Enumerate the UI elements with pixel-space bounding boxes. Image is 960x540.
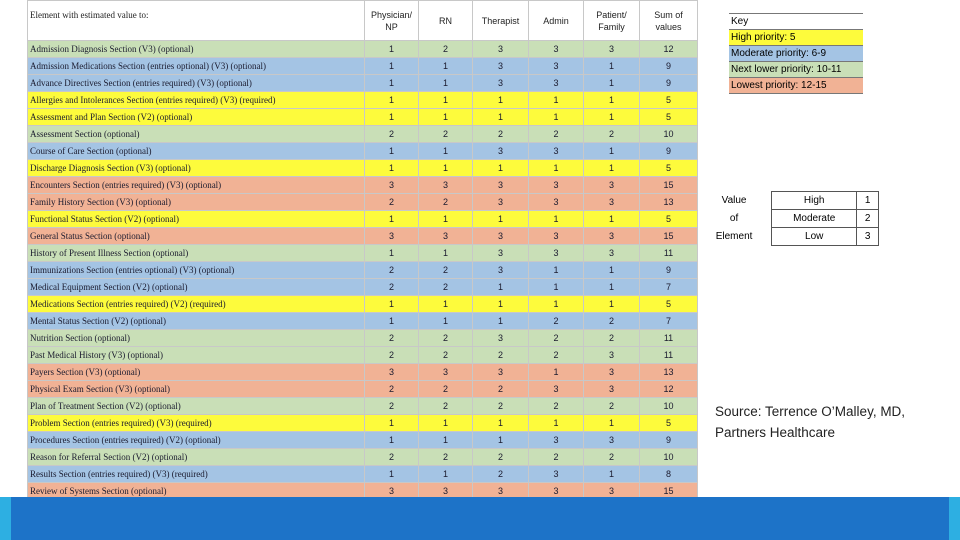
row-value-sum: 5 bbox=[640, 296, 698, 313]
table-row bbox=[28, 228, 698, 245]
row-element-name: Functional Status Section (V2) (optional) bbox=[28, 211, 365, 228]
row-value-sum: 10 bbox=[640, 126, 698, 143]
row-value-sum: 8 bbox=[640, 466, 698, 483]
row-value-admin: 1 bbox=[529, 364, 584, 381]
row-value-physician: 1 bbox=[365, 245, 419, 262]
row-value-rn: 2 bbox=[419, 398, 473, 415]
element-value-table bbox=[27, 0, 698, 534]
row-value-therapist: 1 bbox=[473, 211, 529, 228]
row-value-admin: 1 bbox=[529, 262, 584, 279]
row-value-therapist: 3 bbox=[473, 177, 529, 194]
priority-key bbox=[729, 13, 863, 94]
row-value-therapist: 3 bbox=[473, 58, 529, 75]
source-line-2: Partners Healthcare bbox=[715, 425, 836, 440]
row-value-physician: 2 bbox=[365, 330, 419, 347]
legend-number-3: 3 bbox=[857, 228, 879, 246]
row-value-therapist: 3 bbox=[473, 483, 529, 500]
source-citation bbox=[715, 401, 960, 443]
row-value-sum: 9 bbox=[640, 75, 698, 92]
row-element-name: Procedures Section (entries required) (V2) (optional) bbox=[28, 432, 365, 449]
row-value-patient-family: 3 bbox=[584, 432, 640, 449]
row-value-admin: 3 bbox=[529, 41, 584, 58]
row-value-patient-family: 3 bbox=[584, 194, 640, 211]
row-value-therapist: 1 bbox=[473, 92, 529, 109]
row-value-admin: 3 bbox=[529, 381, 584, 398]
row-value-physician: 3 bbox=[365, 483, 419, 500]
legend-level-low: Low bbox=[772, 228, 857, 246]
row-value-therapist: 1 bbox=[473, 313, 529, 330]
row-value-patient-family: 1 bbox=[584, 109, 640, 126]
row-value-rn: 3 bbox=[419, 483, 473, 500]
header-therapist: Therapist bbox=[473, 1, 529, 41]
legend-label-value: Value bbox=[697, 192, 772, 210]
row-value-sum: 9 bbox=[640, 262, 698, 279]
row-value-sum: 5 bbox=[640, 211, 698, 228]
table-row bbox=[28, 41, 698, 58]
table-row bbox=[28, 330, 698, 347]
row-value-therapist: 1 bbox=[473, 279, 529, 296]
row-value-therapist: 3 bbox=[473, 41, 529, 58]
row-value-rn: 1 bbox=[419, 211, 473, 228]
table-row bbox=[28, 262, 698, 279]
row-value-patient-family: 1 bbox=[584, 211, 640, 228]
row-value-physician: 1 bbox=[365, 41, 419, 58]
row-element-name: Assessment and Plan Section (V2) (optional) bbox=[28, 109, 365, 126]
row-value-sum: 7 bbox=[640, 279, 698, 296]
row-value-patient-family: 1 bbox=[584, 279, 640, 296]
header-element: Element with estimated value to: bbox=[28, 1, 365, 41]
header-admin: Admin bbox=[529, 1, 584, 41]
row-value-admin: 1 bbox=[529, 211, 584, 228]
key-next-lower-priority: Next lower priority: 10-11 bbox=[729, 62, 863, 78]
legend-level-moderate: Moderate bbox=[772, 210, 857, 228]
row-value-sum: 12 bbox=[640, 381, 698, 398]
row-value-sum: 13 bbox=[640, 194, 698, 211]
row-value-admin: 3 bbox=[529, 75, 584, 92]
row-value-rn: 3 bbox=[419, 364, 473, 381]
row-value-rn: 1 bbox=[419, 245, 473, 262]
row-value-patient-family: 2 bbox=[584, 126, 640, 143]
row-value-therapist: 2 bbox=[473, 347, 529, 364]
table-row bbox=[28, 432, 698, 449]
table-row bbox=[28, 449, 698, 466]
row-value-rn: 3 bbox=[419, 177, 473, 194]
row-value-patient-family: 1 bbox=[584, 262, 640, 279]
row-value-physician: 2 bbox=[365, 381, 419, 398]
row-value-admin: 2 bbox=[529, 398, 584, 415]
row-value-admin: 3 bbox=[529, 432, 584, 449]
row-value-therapist: 2 bbox=[473, 381, 529, 398]
row-value-admin: 1 bbox=[529, 279, 584, 296]
row-element-name: Admission Medications Section (entries optional) (V3) (optional) bbox=[28, 58, 365, 75]
header-physician: Physician/ NP bbox=[365, 1, 419, 41]
row-value-physician: 2 bbox=[365, 347, 419, 364]
row-value-admin: 3 bbox=[529, 143, 584, 160]
footer-bar bbox=[0, 497, 960, 540]
row-value-patient-family: 2 bbox=[584, 398, 640, 415]
row-value-physician: 1 bbox=[365, 296, 419, 313]
row-value-admin: 3 bbox=[529, 58, 584, 75]
row-value-sum: 5 bbox=[640, 160, 698, 177]
row-element-name: Past Medical History (V3) (optional) bbox=[28, 347, 365, 364]
row-element-name: Review of Systems Section (optional) bbox=[28, 483, 365, 500]
row-value-physician: 1 bbox=[365, 92, 419, 109]
row-element-name: Advance Directives Section (entries required) (V3) (optional) bbox=[28, 75, 365, 92]
row-value-physician: 3 bbox=[365, 228, 419, 245]
table-row bbox=[28, 245, 698, 262]
row-value-patient-family: 1 bbox=[584, 92, 640, 109]
row-value-admin: 1 bbox=[529, 160, 584, 177]
row-value-therapist: 3 bbox=[473, 330, 529, 347]
row-value-rn: 1 bbox=[419, 415, 473, 432]
footer-accent-left bbox=[0, 497, 11, 540]
legend-number-2: 2 bbox=[857, 210, 879, 228]
row-value-patient-family: 3 bbox=[584, 381, 640, 398]
table-row bbox=[28, 126, 698, 143]
row-value-physician: 1 bbox=[365, 313, 419, 330]
row-value-patient-family: 2 bbox=[584, 449, 640, 466]
table-row bbox=[28, 160, 698, 177]
row-value-rn: 1 bbox=[419, 75, 473, 92]
table-row bbox=[28, 398, 698, 415]
row-value-physician: 1 bbox=[365, 109, 419, 126]
row-value-physician: 2 bbox=[365, 194, 419, 211]
row-value-rn: 1 bbox=[419, 432, 473, 449]
row-element-name: General Status Section (optional) bbox=[28, 228, 365, 245]
row-value-patient-family: 1 bbox=[584, 415, 640, 432]
row-element-name: Medical Equipment Section (V2) (optional) bbox=[28, 279, 365, 296]
row-value-patient-family: 2 bbox=[584, 313, 640, 330]
row-element-name: Immunizations Section (entries optional) (V3) (optional) bbox=[28, 262, 365, 279]
row-value-therapist: 1 bbox=[473, 109, 529, 126]
source-line-1: Source: Terrence O’Malley, MD, bbox=[715, 404, 906, 419]
key-lowest-priority: Lowest priority: 12-15 bbox=[729, 78, 863, 94]
table-header-row bbox=[28, 1, 698, 41]
row-value-therapist: 2 bbox=[473, 466, 529, 483]
row-value-patient-family: 3 bbox=[584, 347, 640, 364]
legend-label-of: of bbox=[697, 210, 772, 228]
table-row bbox=[28, 279, 698, 296]
row-value-sum: 10 bbox=[640, 449, 698, 466]
row-value-sum: 15 bbox=[640, 483, 698, 500]
table-row bbox=[28, 143, 698, 160]
row-value-rn: 2 bbox=[419, 262, 473, 279]
row-value-patient-family: 1 bbox=[584, 466, 640, 483]
row-value-admin: 2 bbox=[529, 449, 584, 466]
row-value-admin: 3 bbox=[529, 466, 584, 483]
row-value-admin: 2 bbox=[529, 330, 584, 347]
row-value-therapist: 3 bbox=[473, 364, 529, 381]
key-title: Key bbox=[729, 14, 863, 30]
row-value-admin: 3 bbox=[529, 228, 584, 245]
row-element-name: Reason for Referral Section (V2) (optional) bbox=[28, 449, 365, 466]
legend-level-high: High bbox=[772, 192, 857, 210]
table-row bbox=[28, 194, 698, 211]
row-element-name: Course of Care Section (optional) bbox=[28, 143, 365, 160]
row-value-rn: 1 bbox=[419, 313, 473, 330]
row-value-rn: 2 bbox=[419, 126, 473, 143]
table-row bbox=[28, 313, 698, 330]
row-element-name: History of Present Illness Section (optional) bbox=[28, 245, 365, 262]
legend-label-element: Element bbox=[697, 228, 772, 246]
row-value-rn: 2 bbox=[419, 347, 473, 364]
row-value-physician: 1 bbox=[365, 58, 419, 75]
row-value-physician: 1 bbox=[365, 211, 419, 228]
row-value-physician: 2 bbox=[365, 262, 419, 279]
header-patient-family: Patient/ Family bbox=[584, 1, 640, 41]
row-value-therapist: 3 bbox=[473, 75, 529, 92]
key-moderate-priority: Moderate priority: 6-9 bbox=[729, 46, 863, 62]
row-value-admin: 2 bbox=[529, 126, 584, 143]
row-value-patient-family: 3 bbox=[584, 364, 640, 381]
row-value-therapist: 1 bbox=[473, 415, 529, 432]
row-value-sum: 11 bbox=[640, 330, 698, 347]
row-value-therapist: 1 bbox=[473, 296, 529, 313]
row-value-rn: 1 bbox=[419, 466, 473, 483]
row-value-rn: 2 bbox=[419, 41, 473, 58]
row-value-therapist: 3 bbox=[473, 262, 529, 279]
row-value-patient-family: 3 bbox=[584, 41, 640, 58]
row-value-patient-family: 2 bbox=[584, 330, 640, 347]
row-element-name: Allergies and Intolerances Section (entries required) (V3) (required) bbox=[28, 92, 365, 109]
row-element-name: Mental Status Section (V2) (optional) bbox=[28, 313, 365, 330]
row-value-sum: 11 bbox=[640, 347, 698, 364]
row-value-rn: 1 bbox=[419, 92, 473, 109]
row-value-rn: 3 bbox=[419, 228, 473, 245]
row-value-patient-family: 1 bbox=[584, 143, 640, 160]
table-row bbox=[28, 296, 698, 313]
row-element-name: Encounters Section (entries required) (V3) (optional) bbox=[28, 177, 365, 194]
row-value-patient-family: 1 bbox=[584, 58, 640, 75]
row-value-rn: 1 bbox=[419, 160, 473, 177]
key-high-priority: High priority: 5 bbox=[729, 30, 863, 46]
row-element-name: Results Section (entries required) (V3) (required) bbox=[28, 466, 365, 483]
row-value-physician: 1 bbox=[365, 143, 419, 160]
row-value-physician: 1 bbox=[365, 415, 419, 432]
row-value-sum: 12 bbox=[640, 41, 698, 58]
row-element-name: Nutrition Section (optional) bbox=[28, 330, 365, 347]
row-element-name: Discharge Diagnosis Section (V3) (optional) bbox=[28, 160, 365, 177]
row-element-name: Family History Section (V3) (optional) bbox=[28, 194, 365, 211]
row-value-therapist: 1 bbox=[473, 432, 529, 449]
row-value-physician: 2 bbox=[365, 398, 419, 415]
row-value-physician: 1 bbox=[365, 432, 419, 449]
row-value-patient-family: 1 bbox=[584, 160, 640, 177]
row-value-rn: 2 bbox=[419, 279, 473, 296]
row-value-admin: 3 bbox=[529, 483, 584, 500]
row-value-physician: 1 bbox=[365, 160, 419, 177]
row-value-rn: 1 bbox=[419, 296, 473, 313]
row-value-sum: 7 bbox=[640, 313, 698, 330]
row-value-sum: 11 bbox=[640, 245, 698, 262]
row-value-sum: 13 bbox=[640, 364, 698, 381]
row-value-physician: 2 bbox=[365, 279, 419, 296]
row-value-physician: 2 bbox=[365, 449, 419, 466]
row-value-rn: 1 bbox=[419, 143, 473, 160]
table-row bbox=[28, 347, 698, 364]
table-row bbox=[28, 58, 698, 75]
row-value-admin: 1 bbox=[529, 415, 584, 432]
row-value-therapist: 3 bbox=[473, 194, 529, 211]
row-element-name: Physical Exam Section (V3) (optional) bbox=[28, 381, 365, 398]
row-value-patient-family: 1 bbox=[584, 75, 640, 92]
row-element-name: Assessment Section (optional) bbox=[28, 126, 365, 143]
row-value-admin: 1 bbox=[529, 296, 584, 313]
row-value-physician: 3 bbox=[365, 177, 419, 194]
row-value-admin: 3 bbox=[529, 245, 584, 262]
row-value-admin: 3 bbox=[529, 177, 584, 194]
row-value-patient-family: 1 bbox=[584, 296, 640, 313]
table-row bbox=[28, 415, 698, 432]
row-value-admin: 1 bbox=[529, 109, 584, 126]
table-row bbox=[28, 381, 698, 398]
row-element-name: Payers Section (V3) (optional) bbox=[28, 364, 365, 381]
row-value-sum: 15 bbox=[640, 228, 698, 245]
row-element-name: Problem Section (entries required) (V3) (required) bbox=[28, 415, 365, 432]
table-row bbox=[28, 75, 698, 92]
footer-accent-right bbox=[949, 497, 960, 540]
row-value-sum: 9 bbox=[640, 58, 698, 75]
row-value-patient-family: 3 bbox=[584, 245, 640, 262]
row-value-patient-family: 3 bbox=[584, 228, 640, 245]
value-of-element-legend bbox=[697, 191, 879, 246]
row-value-admin: 3 bbox=[529, 194, 584, 211]
row-value-rn: 2 bbox=[419, 330, 473, 347]
row-value-sum: 9 bbox=[640, 432, 698, 449]
row-value-therapist: 3 bbox=[473, 228, 529, 245]
header-sum-of-values: Sum of values bbox=[640, 1, 698, 41]
row-value-sum: 10 bbox=[640, 398, 698, 415]
row-element-name: Medications Section (entries required) (V2) (required) bbox=[28, 296, 365, 313]
row-value-admin: 1 bbox=[529, 92, 584, 109]
table-row bbox=[28, 177, 698, 194]
table-row bbox=[28, 109, 698, 126]
row-value-sum: 5 bbox=[640, 415, 698, 432]
row-value-physician: 3 bbox=[365, 364, 419, 381]
row-value-sum: 5 bbox=[640, 109, 698, 126]
row-value-therapist: 1 bbox=[473, 160, 529, 177]
row-value-patient-family: 3 bbox=[584, 177, 640, 194]
row-value-therapist: 3 bbox=[473, 143, 529, 160]
row-value-therapist: 2 bbox=[473, 398, 529, 415]
row-element-name: Admission Diagnosis Section (V3) (optional) bbox=[28, 41, 365, 58]
row-value-therapist: 2 bbox=[473, 449, 529, 466]
row-value-rn: 1 bbox=[419, 58, 473, 75]
row-element-name: Plan of Treatment Section (V2) (optional) bbox=[28, 398, 365, 415]
row-value-physician: 1 bbox=[365, 466, 419, 483]
table-row bbox=[28, 466, 698, 483]
legend-number-1: 1 bbox=[857, 192, 879, 210]
row-value-rn: 2 bbox=[419, 194, 473, 211]
row-value-physician: 1 bbox=[365, 75, 419, 92]
header-rn: RN bbox=[419, 1, 473, 41]
row-value-rn: 2 bbox=[419, 381, 473, 398]
table-row bbox=[28, 211, 698, 228]
row-value-sum: 9 bbox=[640, 143, 698, 160]
table-row bbox=[28, 92, 698, 109]
row-value-admin: 2 bbox=[529, 313, 584, 330]
row-value-rn: 2 bbox=[419, 449, 473, 466]
row-value-therapist: 2 bbox=[473, 126, 529, 143]
row-value-therapist: 3 bbox=[473, 245, 529, 262]
row-value-admin: 2 bbox=[529, 347, 584, 364]
table-row bbox=[28, 364, 698, 381]
row-value-sum: 15 bbox=[640, 177, 698, 194]
row-value-physician: 2 bbox=[365, 126, 419, 143]
row-value-rn: 1 bbox=[419, 109, 473, 126]
row-value-sum: 5 bbox=[640, 92, 698, 109]
row-value-patient-family: 3 bbox=[584, 483, 640, 500]
